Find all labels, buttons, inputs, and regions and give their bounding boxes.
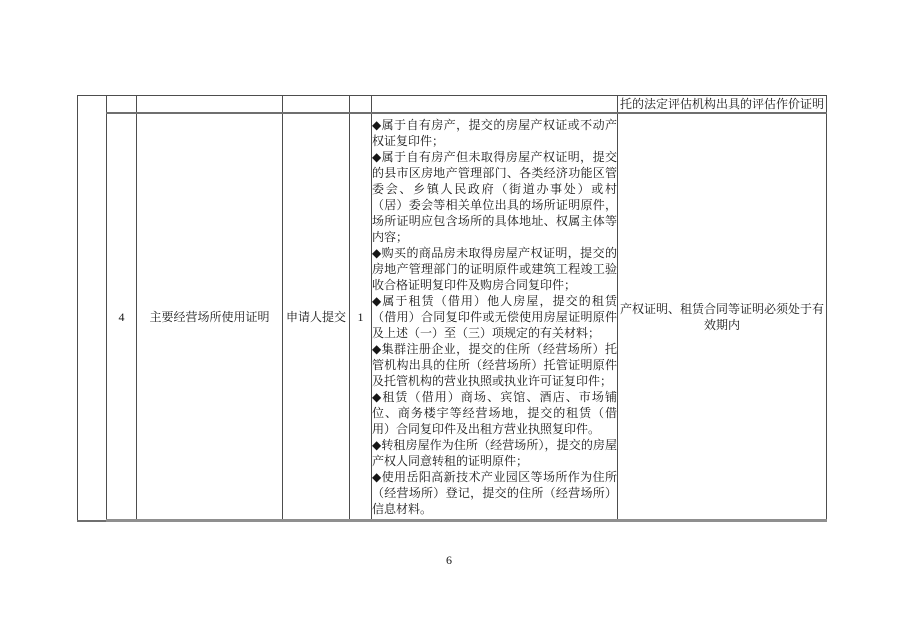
material-row [78,113,827,521]
continuation-row [78,96,827,114]
continuation-note-cell: 托的法定评估机构出具的评估作价证明 [618,96,827,114]
requirements-cell [372,113,618,521]
empty-cell-copies [350,96,372,114]
empty-cell-provider [283,96,350,114]
copies-cell: 1 [350,113,372,521]
page-number: 6 [446,553,452,567]
material-name-cell: 主要经营场所使用证明 [137,113,283,521]
empty-cell-requirements [372,96,618,114]
requirement-item: ◆使用岳阳高新技术产业园区等场所作为住所（经营场所）登记，提交的住所（经营场所）信息材料。 [372,469,617,516]
requirement-item: ◆属于自有房产，提交的房屋产权证或不动产权证复印件； [372,117,617,148]
provider-cell: 申请人提交 [283,113,350,521]
materials-table [77,95,827,522]
requirement-item: ◆属于自有房产但未取得房屋产权证明，提交的县市区房地产管理部门、各类经济功能区管委会、乡镇人民政府（街道办事处）或村（居）委会等相关单位出具的场所证明原件，场所证明应包含场所的具体地址、权属主体等内容； [372,149,617,244]
validity-note-cell: 产权证明、租赁合同等证明必须处于有效期内 [618,113,827,521]
sequence-number-cell: 4 [107,113,137,521]
requirement-item: ◆集群注册企业，提交的住所（经营场所）托管机构出具的住所（经营场所）托管证明原件及托管机构的营业执照或执业许可证复印件； [372,341,617,388]
requirement-item: ◆购买的商品房未取得房屋产权证明，提交的房地产管理部门的证明原件或建筑工程竣工验收合格证明复印件及购房合同复印件； [372,245,617,292]
empty-cell-seq [107,96,137,114]
empty-cell-name [137,96,283,114]
category-cell-empty [78,96,107,521]
requirement-item: ◆租赁（借用）商场、宾馆、酒店、市场铺位、商务楼宇等经营场地，提交的租赁（借用）合同复印件及出租方营业执照复印件。 [372,389,617,436]
requirement-item: ◆转租房屋作为住所（经营场所），提交的房屋产权人同意转租的证明原件； [372,437,617,468]
requirement-item: ◆属于租赁（借用）他人房屋，提交的租赁（借用）合同复印件或无偿使用房屋证明原件及上述（一）至（三）项规定的有关材料； [372,293,617,340]
